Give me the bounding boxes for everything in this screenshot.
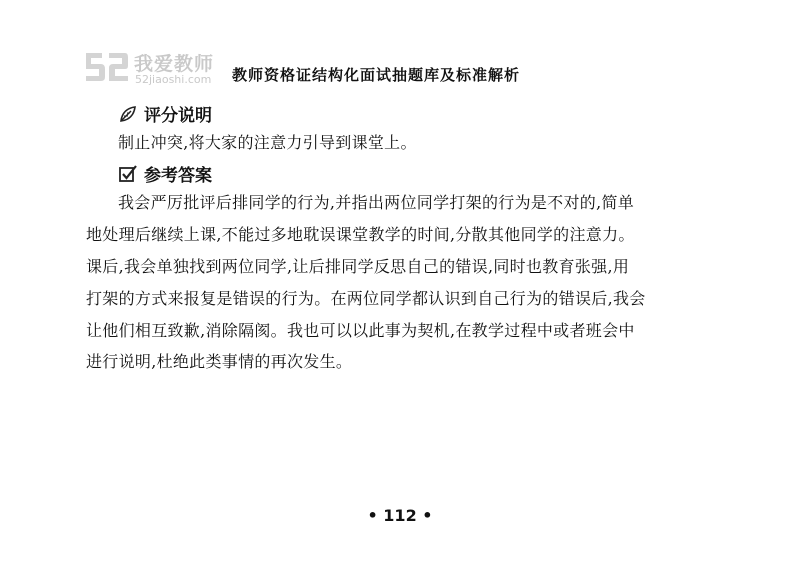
site-logo [82, 46, 222, 90]
answer-line: 课后,我会单独找到两位同学,让后排同学反思自己的错误,同时也教育张强,用 [86, 257, 630, 276]
answer-heading-text: 参考答案 [144, 166, 212, 186]
scoring-heading [118, 101, 212, 126]
book-title: 教师资格证结构化面试抽题库及标准解析 [232, 66, 521, 84]
answer-heading [118, 161, 212, 186]
leaf-icon [118, 104, 138, 124]
scoring-heading-text: 评分说明 [144, 106, 212, 126]
answer-line: 我会严厉批评后排同学的行为,并指出两位同学打架的行为是不对的,简单 [118, 193, 635, 212]
page-header [82, 46, 722, 90]
checkbox-icon [118, 164, 138, 184]
logo-url: 52jiaoshi.com [135, 73, 212, 86]
answer-line: 让他们相互致歉,消除隔阂。我也可以以此事为契机,在教学过程中或者班会中 [86, 321, 635, 340]
answer-line: 进行说明,杜绝此类事情的再次发生。 [86, 352, 353, 371]
answer-line: 地处理后继续上课,不能过多地耽误课堂教学的时间,分散其他同学的注意力。 [86, 225, 635, 244]
scoring-text: 制止冲突,将大家的注意力引导到课堂上。 [118, 133, 417, 152]
logo-mark-icon [82, 50, 130, 84]
answer-line: 打架的方式来报复是错误的行为。在两位同学都认识到自己行为的错误后,我会 [86, 289, 646, 308]
page-number: • 112 • [367, 506, 433, 525]
logo-name: 我爱教师 [134, 53, 215, 75]
